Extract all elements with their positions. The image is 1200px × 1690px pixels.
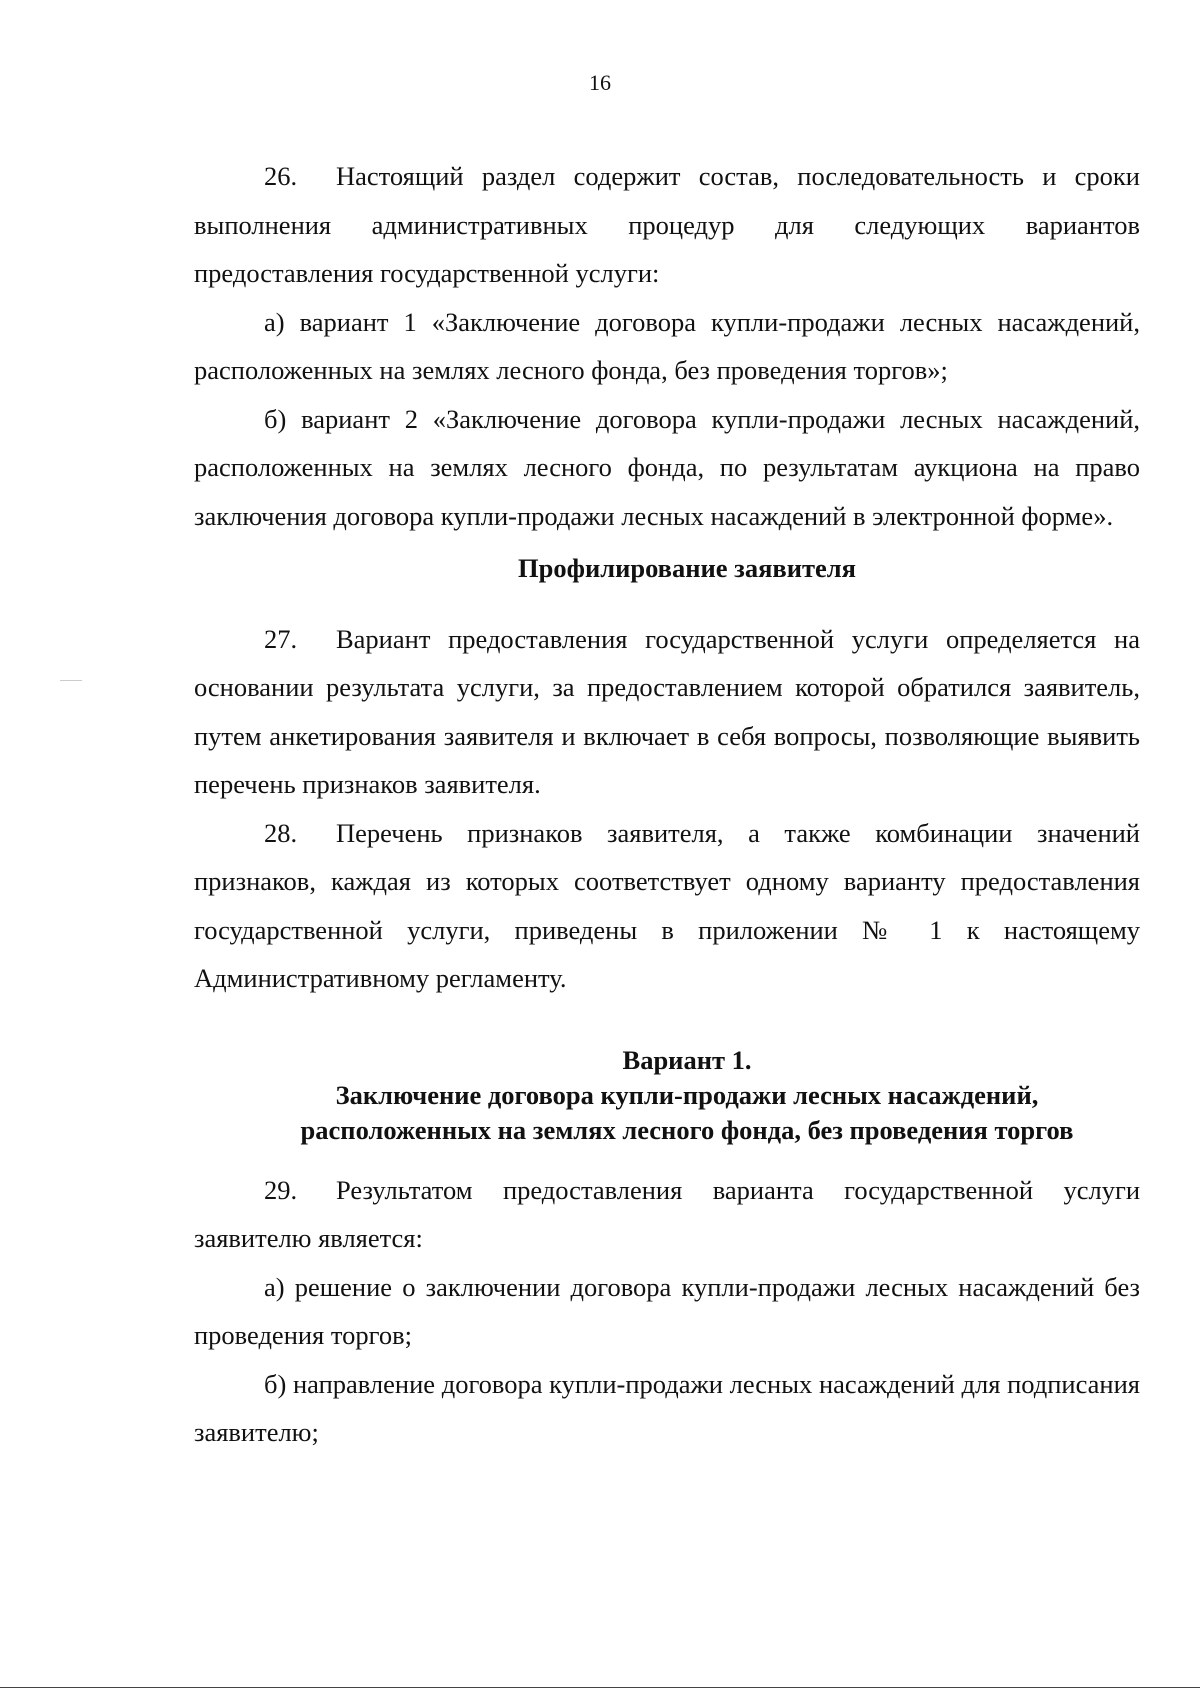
- paragraph-number: 26.: [264, 161, 298, 191]
- paragraph-29-item-b: б) направление договора купли-продажи лесных насаждений для подписания заявителю;: [194, 1368, 1140, 1447]
- variant-heading-line-3: расположенных на землях лесного фонда, без проведения торгов: [300, 1114, 1074, 1145]
- section-heading-profiling: Профилирование заявителя: [518, 553, 856, 583]
- paragraph-number: 28.: [264, 817, 298, 848]
- paragraph-26-item-a: а) вариант 1 «Заключение договора купли-продажи лесных насаждений, расположенных на землях лесного фонда, без проведения торгов»;: [194, 306, 1140, 385]
- paragraph-26-item-b: б) вариант 2 «Заключение договора купли-продажи лесных насаждений, расположенных на землях лесного фонда, по результатам аукциона на право заключения договора купли-продажи лесных насаждений в электронной форме».: [194, 403, 1140, 531]
- paragraph-28: [194, 809, 1140, 1003]
- variant-1-heading: [194, 1043, 1140, 1148]
- paragraph-29-item-a: а) решение о заключении договора купли-продажи лесных насаждений без проведения торгов;: [194, 1271, 1140, 1350]
- paragraph-text: Перечень признаков заявителя, а также комбинации значений признаков, каждая из которых соответствует одному варианту предоставления государственной услуги, приведены в приложении № 1 к настоящему Административному регламенту.: [194, 817, 1140, 993]
- paragraph-text: Настоящий раздел содержит состав, последовательность и сроки выполнения административных процедур для следующих вариантов предоставления государственной услуги:: [194, 161, 1140, 288]
- scan-margin-mark: [60, 680, 82, 681]
- page-number: 16: [589, 70, 611, 95]
- paragraph-26: [194, 152, 1140, 298]
- paragraph-number: 29.: [264, 1174, 298, 1205]
- variant-heading-line-2: Заключение договора купли-продажи лесных насаждений,: [335, 1079, 1039, 1110]
- paragraph-text: Вариант предоставления государственной услуги определяется на основании результата услуги, за предоставлением которой обратился заявитель, путем анкетирования заявителя и включает в себя вопросы, позволяющие выявить перечень признаков заявителя.: [194, 623, 1140, 799]
- page-bottom-edge: [0, 1687, 1200, 1688]
- paragraph-text: Результатом предоставления варианта государственной услуги заявителю является:: [194, 1174, 1140, 1253]
- document-body: [194, 152, 1140, 1457]
- paragraph-27: [194, 615, 1140, 809]
- paragraph-number: 27.: [264, 623, 298, 654]
- variant-heading-line-1: Вариант 1.: [622, 1044, 752, 1075]
- paragraph-29: [194, 1166, 1140, 1263]
